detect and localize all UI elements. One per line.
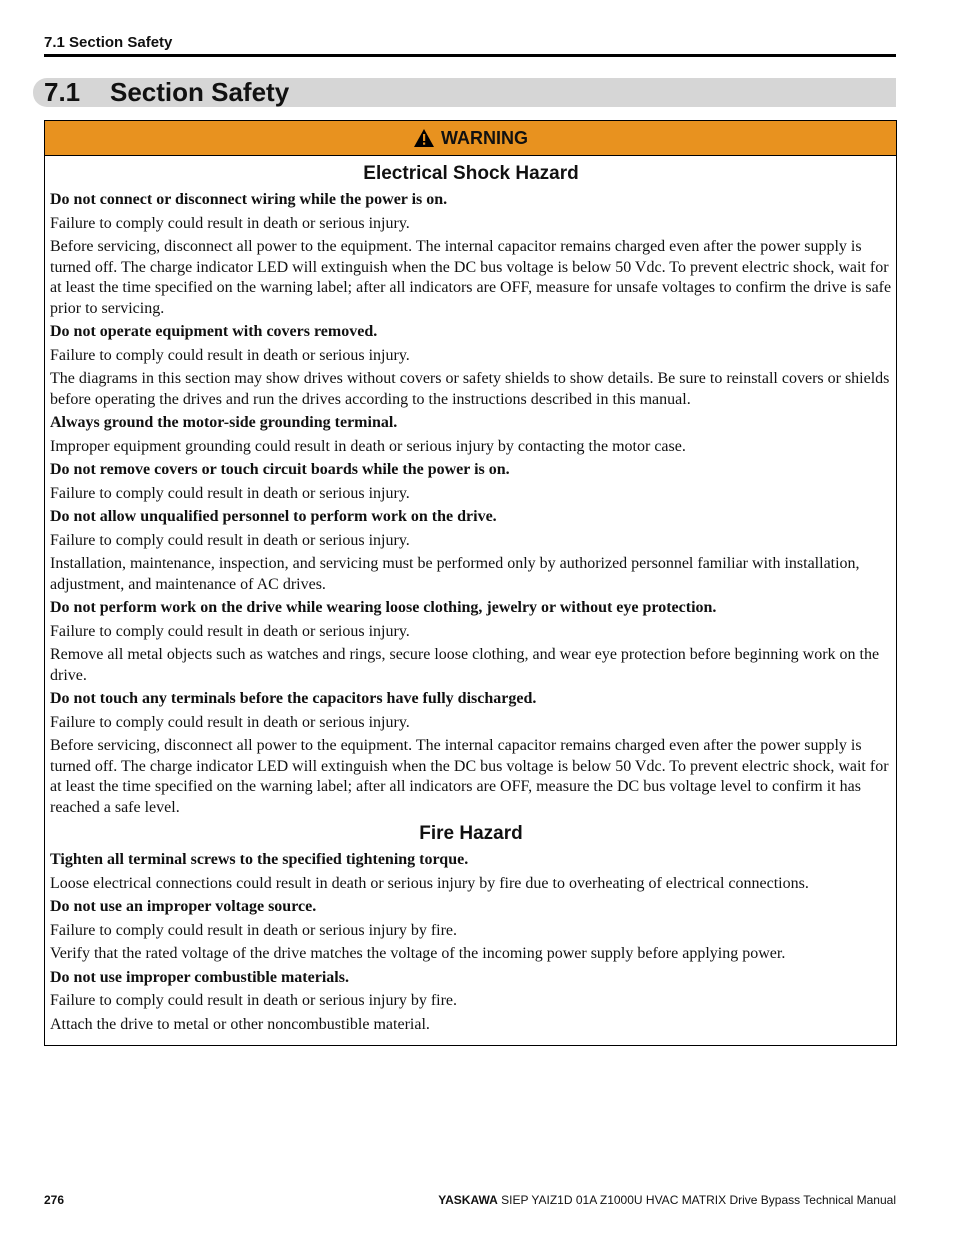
hazard-guidance: Remove all metal objects such as watches and rings, secure loose clothing, and wear eye protection before beginning work on the drive. [50,646,880,684]
running-header: 7.1 Section Safety [44,34,173,51]
hazard-instruction: Do not perform work on the drive while wearing loose clothing, jewelry or without eye protection. [50,599,717,616]
header-rule [44,54,896,57]
hazard-guidance: Attach the drive to metal or other noncombustible material. [50,1015,430,1033]
hazard-guidance: Before servicing, disconnect all power to the equipment. The internal capacitor remains charged even after the power supply is turned off. The charge indicator LED will extinguish when the DC bus voltage is below 50 Vdc. To prevent electric shock, wait for at least the time specified on the warning label; after all indicators are OFF, measure for unsafe voltages to confirm the drive is safe prior to servicing. [50,238,892,317]
hazard-instruction: Do not operate equipment with covers removed. [50,323,378,340]
hazard-consequence: Failure to comply could result in death or serious injury. [50,531,410,549]
fire-hazard-title: Fire Hazard [419,823,523,844]
hazard-instruction: Do not remove covers or touch circuit boards while the power is on. [50,461,510,478]
hazard-consequence: Failure to comply could result in death or serious injury. [50,713,410,731]
section-title [44,76,289,108]
hazard-consequence: Failure to comply could result in death or serious injury. [50,214,410,232]
warning-content [45,156,896,1035]
hazard-instruction: Do not use improper combustible materials. [50,968,349,986]
warning-label: WARNING [441,127,528,148]
section-number: 7.1 [44,77,81,107]
footer-manual-name: SIEP YAIZ1D 01A Z1000U HVAC MATRIX Drive Bypass Technical Manual [501,1193,896,1207]
footer-manual-title [438,1193,896,1207]
hazard-consequence: Failure to comply could result in death or serious injury by fire. [50,992,458,1009]
hazard-consequence: Loose electrical connections could result in death or serious injury by fire due to overheating of electrical connections. [50,874,809,892]
warning-header [45,121,896,156]
hazard-guidance: Before servicing, disconnect all power to the equipment. The internal capacitor remains charged even after the power supply is turned off. The charge indicator LED will extinguish when the DC bus voltage is below 50 Vdc. To prevent electric shock, wait for at least the time specified on the warning label; after all indicators are OFF, measure the DC bus voltage level to confirm it has reached a safe level. [50,737,889,816]
hazard-instruction: Do not allow unqualified personnel to perform work on the drive. [50,508,497,525]
hazard-instruction: Do not touch any terminals before the capacitors have fully discharged. [50,690,537,707]
hazard-guidance: Verify that the rated voltage of the drive matches the voltage of the incoming power supply before applying power. [50,945,786,962]
hazard-consequence: Failure to comply could result in death or serious injury. [50,346,410,364]
electrical-hazard-title: Electrical Shock Hazard [363,163,579,184]
warning-triangle-icon [413,128,435,148]
hazard-guidance: Installation, maintenance, inspection, and servicing must be performed only by authorized personnel familiar with installation, adjustment, and maintenance of AC drives. [50,555,860,593]
warning-box [44,120,897,1046]
hazard-instruction: Tighten all terminal screws to the specified tightening torque. [50,851,469,868]
hazard-instruction: Always ground the motor-side grounding terminal. [50,414,398,431]
hazard-guidance: The diagrams in this section may show drives without covers or safety shields to show details. Be sure to reinstall covers or shields before operating the drives and run the drives according to the instructions described in this manual. [50,370,890,408]
hazard-consequence: Improper equipment grounding could result in death or serious injury by contacting the motor case. [50,437,686,455]
footer-brand: YASKAWA [438,1193,498,1207]
hazard-consequence: Failure to comply could result in death or serious injury. [50,622,410,640]
hazard-instruction: Do not use an improper voltage source. [50,898,317,915]
hazard-instruction: Do not connect or disconnect wiring while the power is on. [50,191,448,208]
section-title-text: Section Safety [110,77,290,107]
page-number: 276 [44,1193,65,1207]
hazard-consequence: Failure to comply could result in death or serious injury. [50,484,410,502]
hazard-consequence: Failure to comply could result in death or serious injury by fire. [50,921,458,939]
